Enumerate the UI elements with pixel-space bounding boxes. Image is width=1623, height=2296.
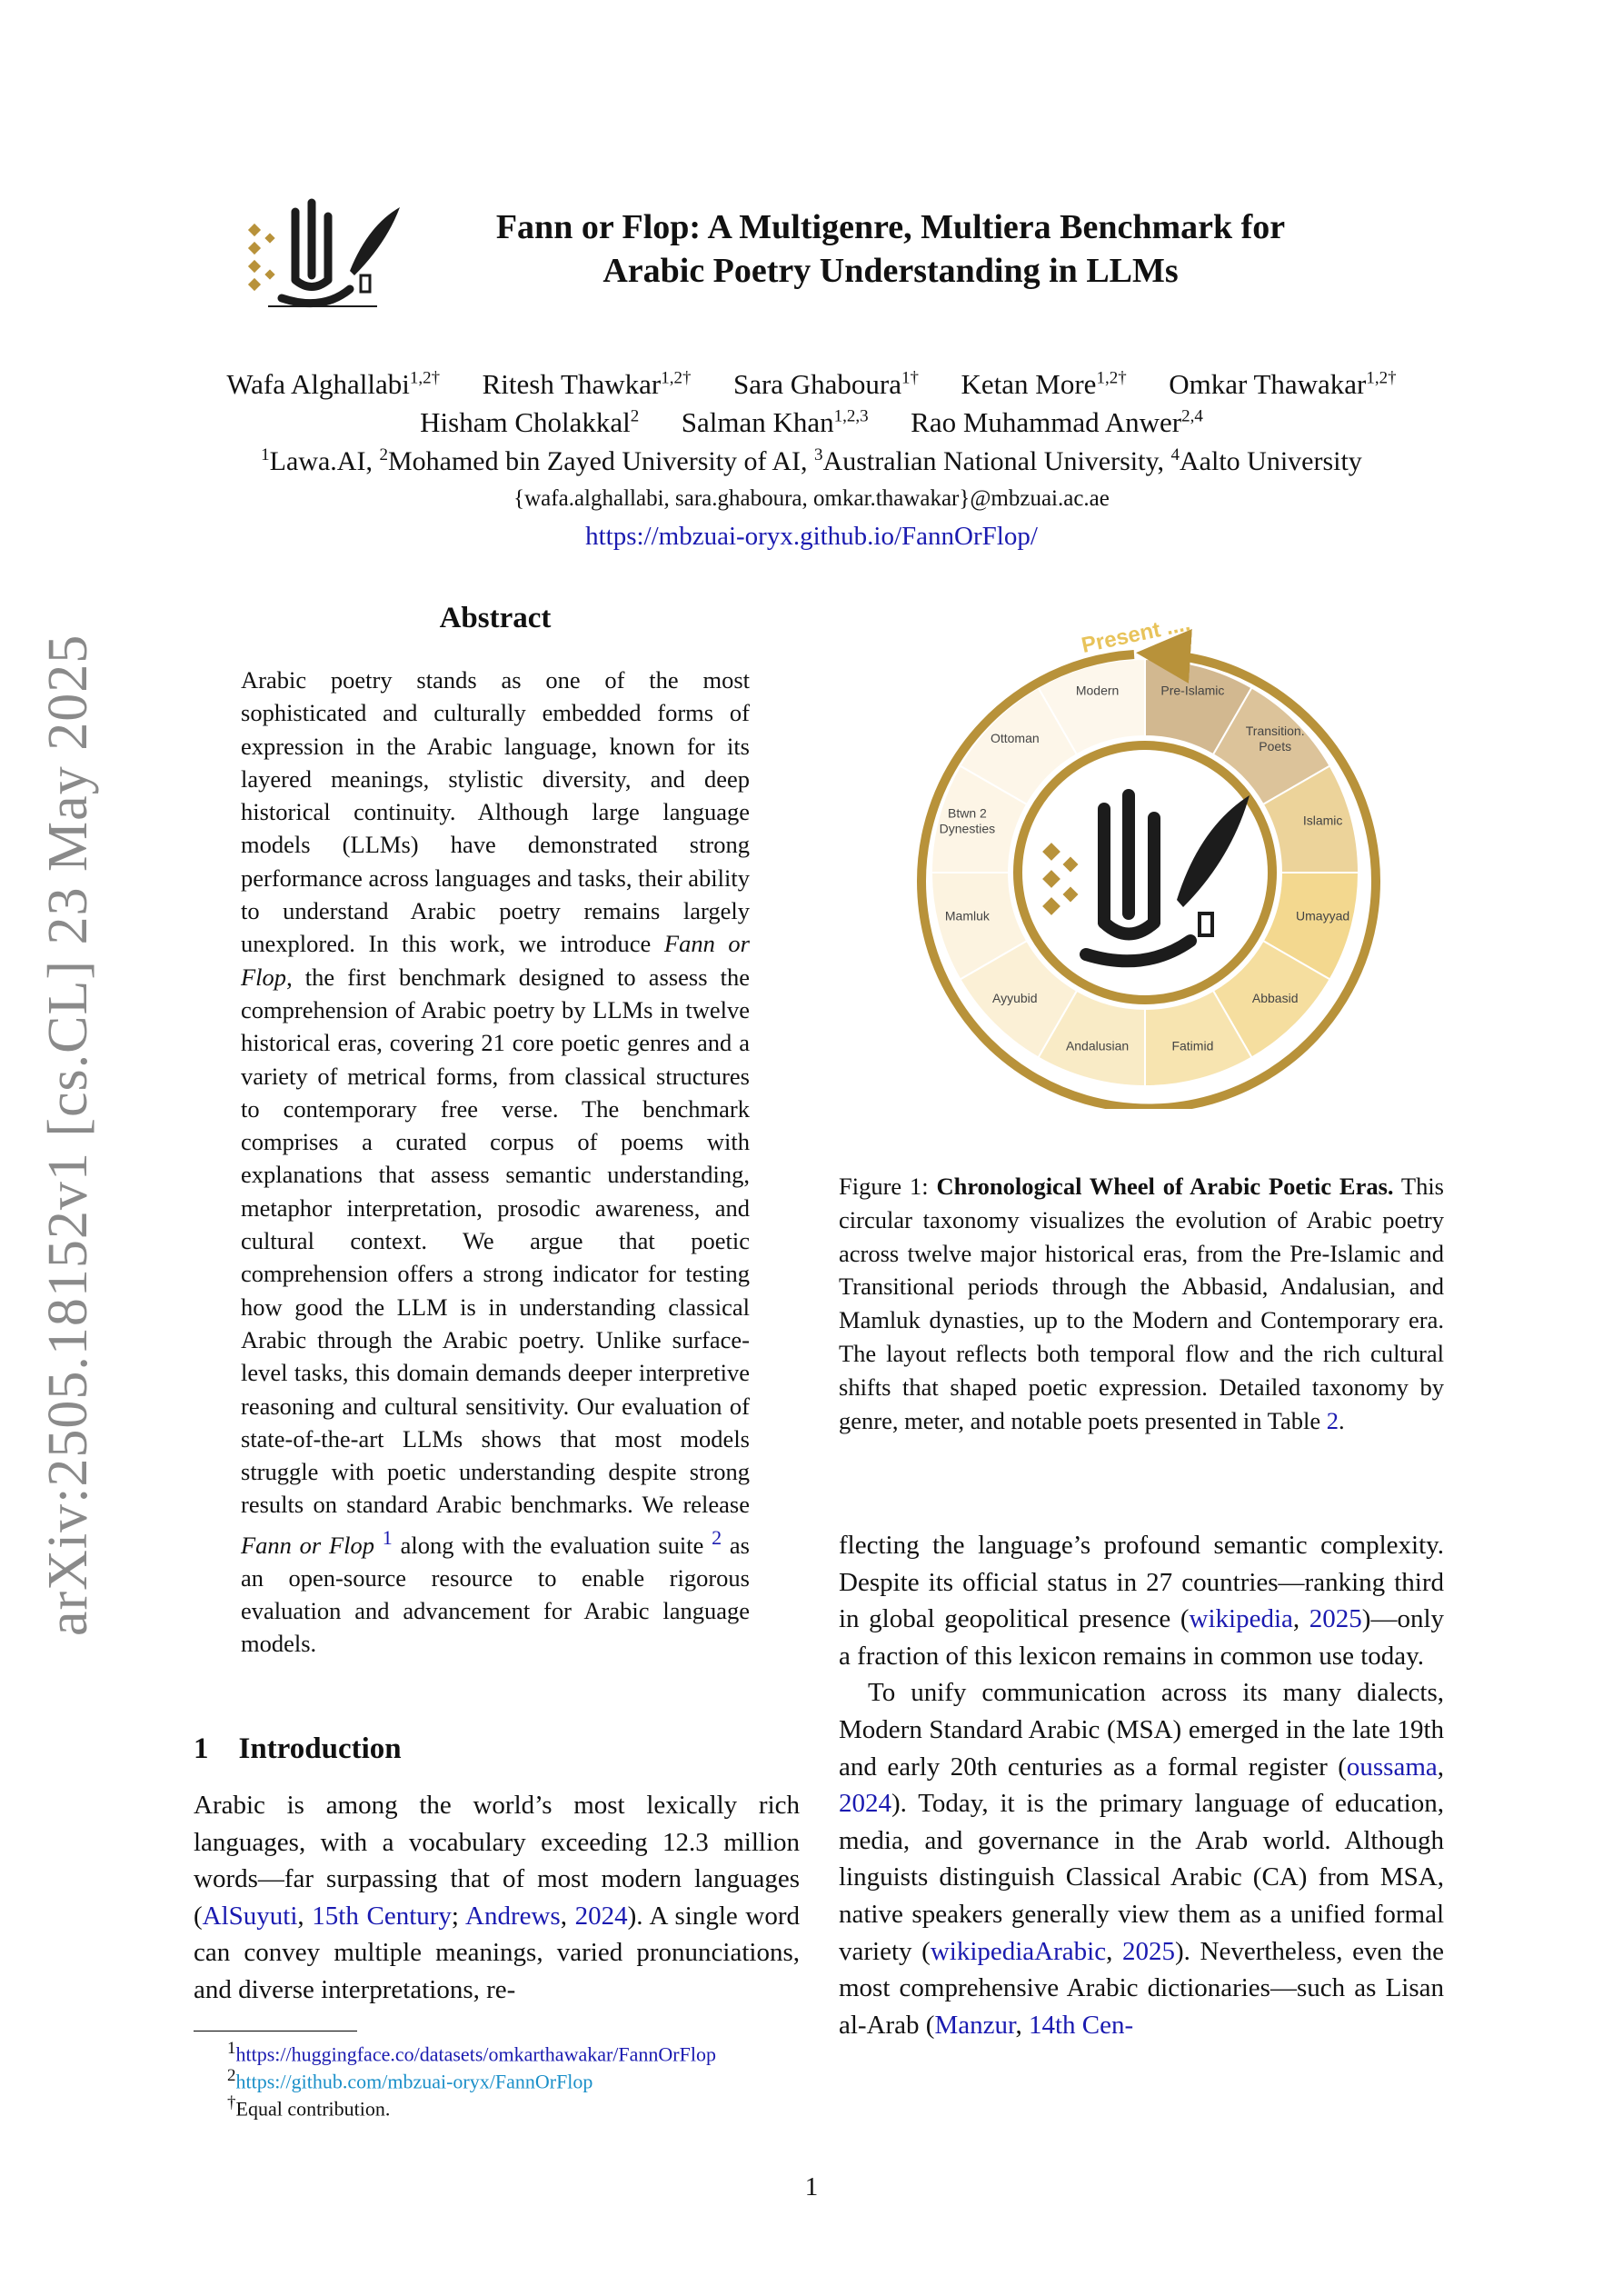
calligraphy-logo	[241, 189, 404, 316]
era-label: Abbasid	[1251, 991, 1299, 1006]
era-label: Andalusian	[1065, 1038, 1130, 1053]
era-label: Modern	[1075, 683, 1120, 698]
author: Omkar Thawakar$^{1,2\dagger}$	[1169, 368, 1397, 400]
affiliations: $^1$Lawa.AI, $^2$Mohamed bin Zayed University of AI, $^3$Australian National University, $^4$Aalto University	[261, 445, 1362, 476]
era-label: Fatimid	[1171, 1038, 1214, 1053]
era-label: Islamic	[1302, 813, 1343, 828]
author: Sara Ghaboura$^{1\dagger}$	[732, 368, 920, 400]
project-link[interactable]: https://mbzuai-oryx.github.io/FannOrFlop/	[585, 522, 1038, 551]
author-line-2	[0, 406, 1623, 439]
citation[interactable]: wikipediaArabic	[930, 1936, 1107, 1966]
footnote-ref[interactable]: 2	[712, 1525, 722, 1549]
era-label: Umayyad	[1296, 908, 1350, 923]
author: Salman Khan$^{1,2,3}$	[681, 406, 869, 438]
citation[interactable]: 2024	[574, 1901, 628, 1931]
title-line-1: Fann or Flop: A Multigenre, Multiera Benchmark for	[495, 208, 1286, 246]
era-label: Transition. Poets	[1245, 723, 1305, 754]
author: Hisham Cholakkal$^2$	[420, 406, 640, 438]
arxiv-stamp: arXiv:2505.18152v1 [cs.CL] 23 May 2025	[37, 634, 99, 1636]
footnote-ref[interactable]: 1	[382, 1525, 393, 1549]
right-column-body: flecting the language’s profound semantic complexity. Despite its official status in 27 countries—ranking third in global geopolitical presence (wikipedia, 2025)—only a fraction of this lexicon remains in common use today. To unify communication across its many dialects, Modern Standard Arabic (MSA) emerged in the late 19th and early 20th centuries as a formal register (oussama, 2024). Today, it is the primary language of education, media, and governance in the Arab world. Although linguists distinguish Classical Arabic (CA) from MSA, native speakers generally view them as a unified formal variety (wikipediaArabic, 2025). Nevertheless, even the most comprehensive Arabic dictionaries—such as Lisan al-Arab (Manzur, 14th Cen-	[839, 1531, 1445, 2040]
era-label: Pre-Islamic	[1160, 683, 1225, 698]
title-line-2: Arabic Poetry Understanding in LLMs	[602, 252, 1179, 290]
citation[interactable]: 14th Cen-	[1029, 2010, 1134, 2040]
author: Ritesh Thawkar$^{1,2\dagger}$	[482, 368, 692, 400]
page-number: 1	[804, 2172, 819, 2201]
footnote-2: $^2$https://github.com/mbzuai-oryx/FannOrFlop	[227, 2066, 593, 2093]
footnote-3: †Equal contribution.	[227, 2093, 391, 2121]
era-label: Ayyubid	[992, 991, 1038, 1006]
footnote-link[interactable]: https://github.com/mbzuai-oryx/FannOrFlop	[235, 2070, 593, 2093]
citation[interactable]: oussama	[1346, 1752, 1438, 1782]
author-line-1	[0, 368, 1623, 401]
citation[interactable]: AlSuyuti	[202, 1901, 298, 1931]
citation[interactable]: 2025	[1309, 1604, 1362, 1634]
present-arrow-label: Present ....	[1079, 611, 1193, 658]
author: Rao Muhammad Anwer$^{2,4}$	[911, 406, 1203, 438]
citation[interactable]: Manzur	[934, 2010, 1016, 2040]
citation[interactable]: wikipedia	[1189, 1604, 1293, 1634]
era-wheel-figure	[900, 600, 1390, 1109]
paper-title	[436, 205, 1345, 293]
figure-caption: Figure 1: Chronological Wheel of Arabic Poetic Eras. This circular taxonomy visualizes the evolution of Arabic poetry across twelve major historical eras, from the Pre-Islamic and Transitional periods through the Abbasid, Andalusian, and Mamluk dynasties, up to the Modern and Contemporary era. The layout reflects both temporal flow and the rich cultural shifts that shaped poetic expression. Detailed taxonomy by genre, meter, and notable poets presented in Table 2.	[839, 1173, 1444, 1434]
table-ref[interactable]: 2	[1326, 1406, 1339, 1434]
era-label: Btwn 2 Dynesties	[939, 805, 996, 836]
era-label: Mamluk	[944, 908, 990, 923]
footnote-link[interactable]: https://huggingface.co/datasets/omkarthawakar/FannOrFlop	[235, 2042, 716, 2066]
citation[interactable]: 2024	[839, 1789, 891, 1819]
footnote-1: $^1$https://huggingface.co/datasets/omkarthawakar/FannOrFlop	[227, 2039, 716, 2066]
author: Ketan More$^{1,2\dagger}$	[961, 368, 1127, 400]
abstract-heading: Abstract	[439, 602, 552, 634]
citation[interactable]: Andrews	[465, 1901, 561, 1931]
author: Wafa Alghallabi$^{1,2\dagger}$	[226, 368, 441, 400]
citation[interactable]: 15th Century	[312, 1901, 452, 1931]
abstract-body: Arabic poetry stands as one of the most sophisticated and culturally embedded forms of expression in the Arabic language, known for its layered meanings, stylistic diversity, and deep historical continuity. Although large language models (LLMs) have demonstrated strong performance across languages and tasks, their ability to understand Arabic poetry remains largely unexplored. In this work, we introduce Fann or Flop, the first benchmark designed to assess the comprehension of Arabic poetry by LLMs in twelve historical eras, covering 21 core poetic genres and a variety of metrical forms, from classical structures to contemporary free verse. The benchmark comprises a curated corpus of poems with explanations that assess semantic understanding, metaphor interpretation, prosodic awareness, and cultural context. We argue that poetic comprehension offers a strong indicator for testing how good the LLM is in understanding classical Arabic through the Arabic poetry. Unlike surface-level tasks, this domain demands deeper interpretive reasoning and cultural sensitivity. Our evaluation of state-of-the-art LLMs shows that most models struggle with poetic understanding despite strong results on standard Arabic benchmarks. We release Fann or Flop $^1$ along with the evaluation suite $^2$ as an open-source resource to enable rigorous evaluation and advancement for Arabic language models.	[241, 666, 750, 1658]
author-emails: {wafa.alghallabi, sara.ghaboura, omkar.thawakar}@mbzuai.ac.ae	[513, 486, 1110, 511]
intro-body: Arabic is among the world’s most lexically rich languages, with a vocabulary exceeding 12.3 million words—far surpassing that of most modern languages (AlSuyuti, 15th Century; Andrews, 2024). A single word can convey multiple meanings, varied pronunciations, and diverse interpretations, re-	[194, 1791, 800, 2004]
era-label: Ottoman	[990, 730, 1040, 745]
section-heading-introduction: 1 Introduction	[194, 1732, 402, 1765]
citation[interactable]: 2025	[1121, 1936, 1175, 1966]
